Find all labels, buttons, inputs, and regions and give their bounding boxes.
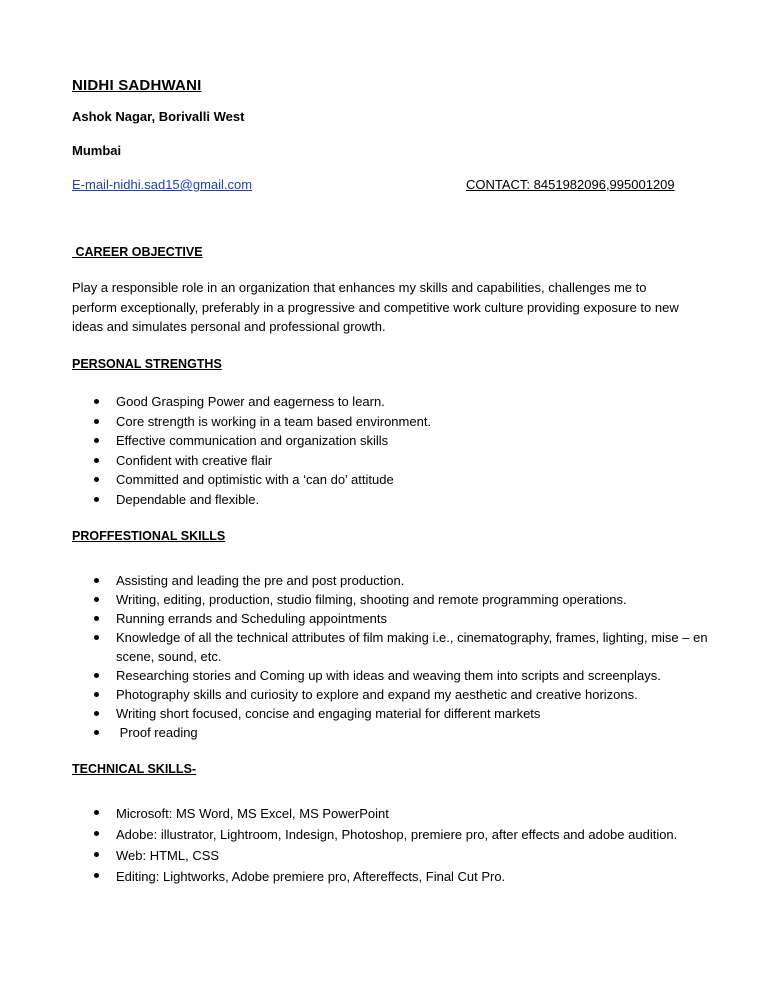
- list-item: Editing: Lightworks, Adobe premiere pro, Aftereffects, Final Cut Pro.: [92, 866, 712, 887]
- career-objective-heading: CAREER OBJECTIVE: [72, 245, 203, 259]
- list-item: Proof reading: [92, 723, 712, 742]
- career-objective-text: Play a responsible role in an organization that enhances my skills and capabilities, challenges me to perform exceptionally, preferably in a progressive and competitive work culture providing exposure to new ideas and simulates personal and professional growth.: [72, 280, 679, 334]
- list-item: Writing, editing, production, studio filming, shooting and remote programming operations.: [92, 590, 712, 609]
- list-item: Running errands and Scheduling appointments: [92, 609, 712, 628]
- list-item: Researching stories and Coming up with ideas and weaving them into scripts and screenplays.: [92, 666, 712, 685]
- list-item: Good Grasping Power and eagerness to learn.: [92, 392, 712, 412]
- contact-numbers: CONTACT: 8451982096,995001209: [466, 177, 675, 192]
- list-item: Microsoft: MS Word, MS Excel, MS PowerPoint: [92, 803, 712, 824]
- list-item: Effective communication and organization skills: [92, 431, 712, 451]
- list-item: Assisting and leading the pre and post production.: [92, 571, 712, 590]
- professional-skills-heading: PROFFESTIONAL SKILLS: [72, 529, 226, 543]
- list-item: Writing short focused, concise and engaging material for different markets: [92, 704, 712, 723]
- address-line: Ashok Nagar, Borivalli West: [72, 109, 245, 124]
- list-item: Photography skills and curiosity to explore and expand my aesthetic and creative horizons.: [92, 685, 712, 704]
- list-item: Dependable and flexible.: [92, 490, 712, 510]
- personal-strengths-list: [92, 392, 712, 509]
- personal-strengths-heading: PERSONAL STRENGTHS: [72, 357, 222, 371]
- email-link[interactable]: E-mail-nidhi.sad15@gmail.com: [72, 177, 253, 192]
- list-item: Committed and optimistic with a ‘can do’ attitude: [92, 470, 712, 490]
- list-item: Confident with creative flair: [92, 451, 712, 471]
- candidate-name: NIDHI SADHWANI: [72, 77, 202, 94]
- list-item: Web: HTML, CSS: [92, 845, 712, 866]
- list-item: Adobe: illustrator, Lightroom, Indesign, Photoshop, premiere pro, after effects and adobe audition.: [92, 824, 712, 845]
- technical-skills-heading: TECHNICAL SKILLS-: [72, 762, 197, 776]
- city: Mumbai: [72, 143, 122, 158]
- list-item: Core strength is working in a team based environment.: [92, 412, 712, 432]
- professional-skills-list: [92, 571, 712, 742]
- technical-skills-list: [92, 803, 712, 887]
- list-item: Knowledge of all the technical attributes of film making i.e., cinematography, frames, lighting, mise – en scene, sound, etc.: [92, 628, 712, 666]
